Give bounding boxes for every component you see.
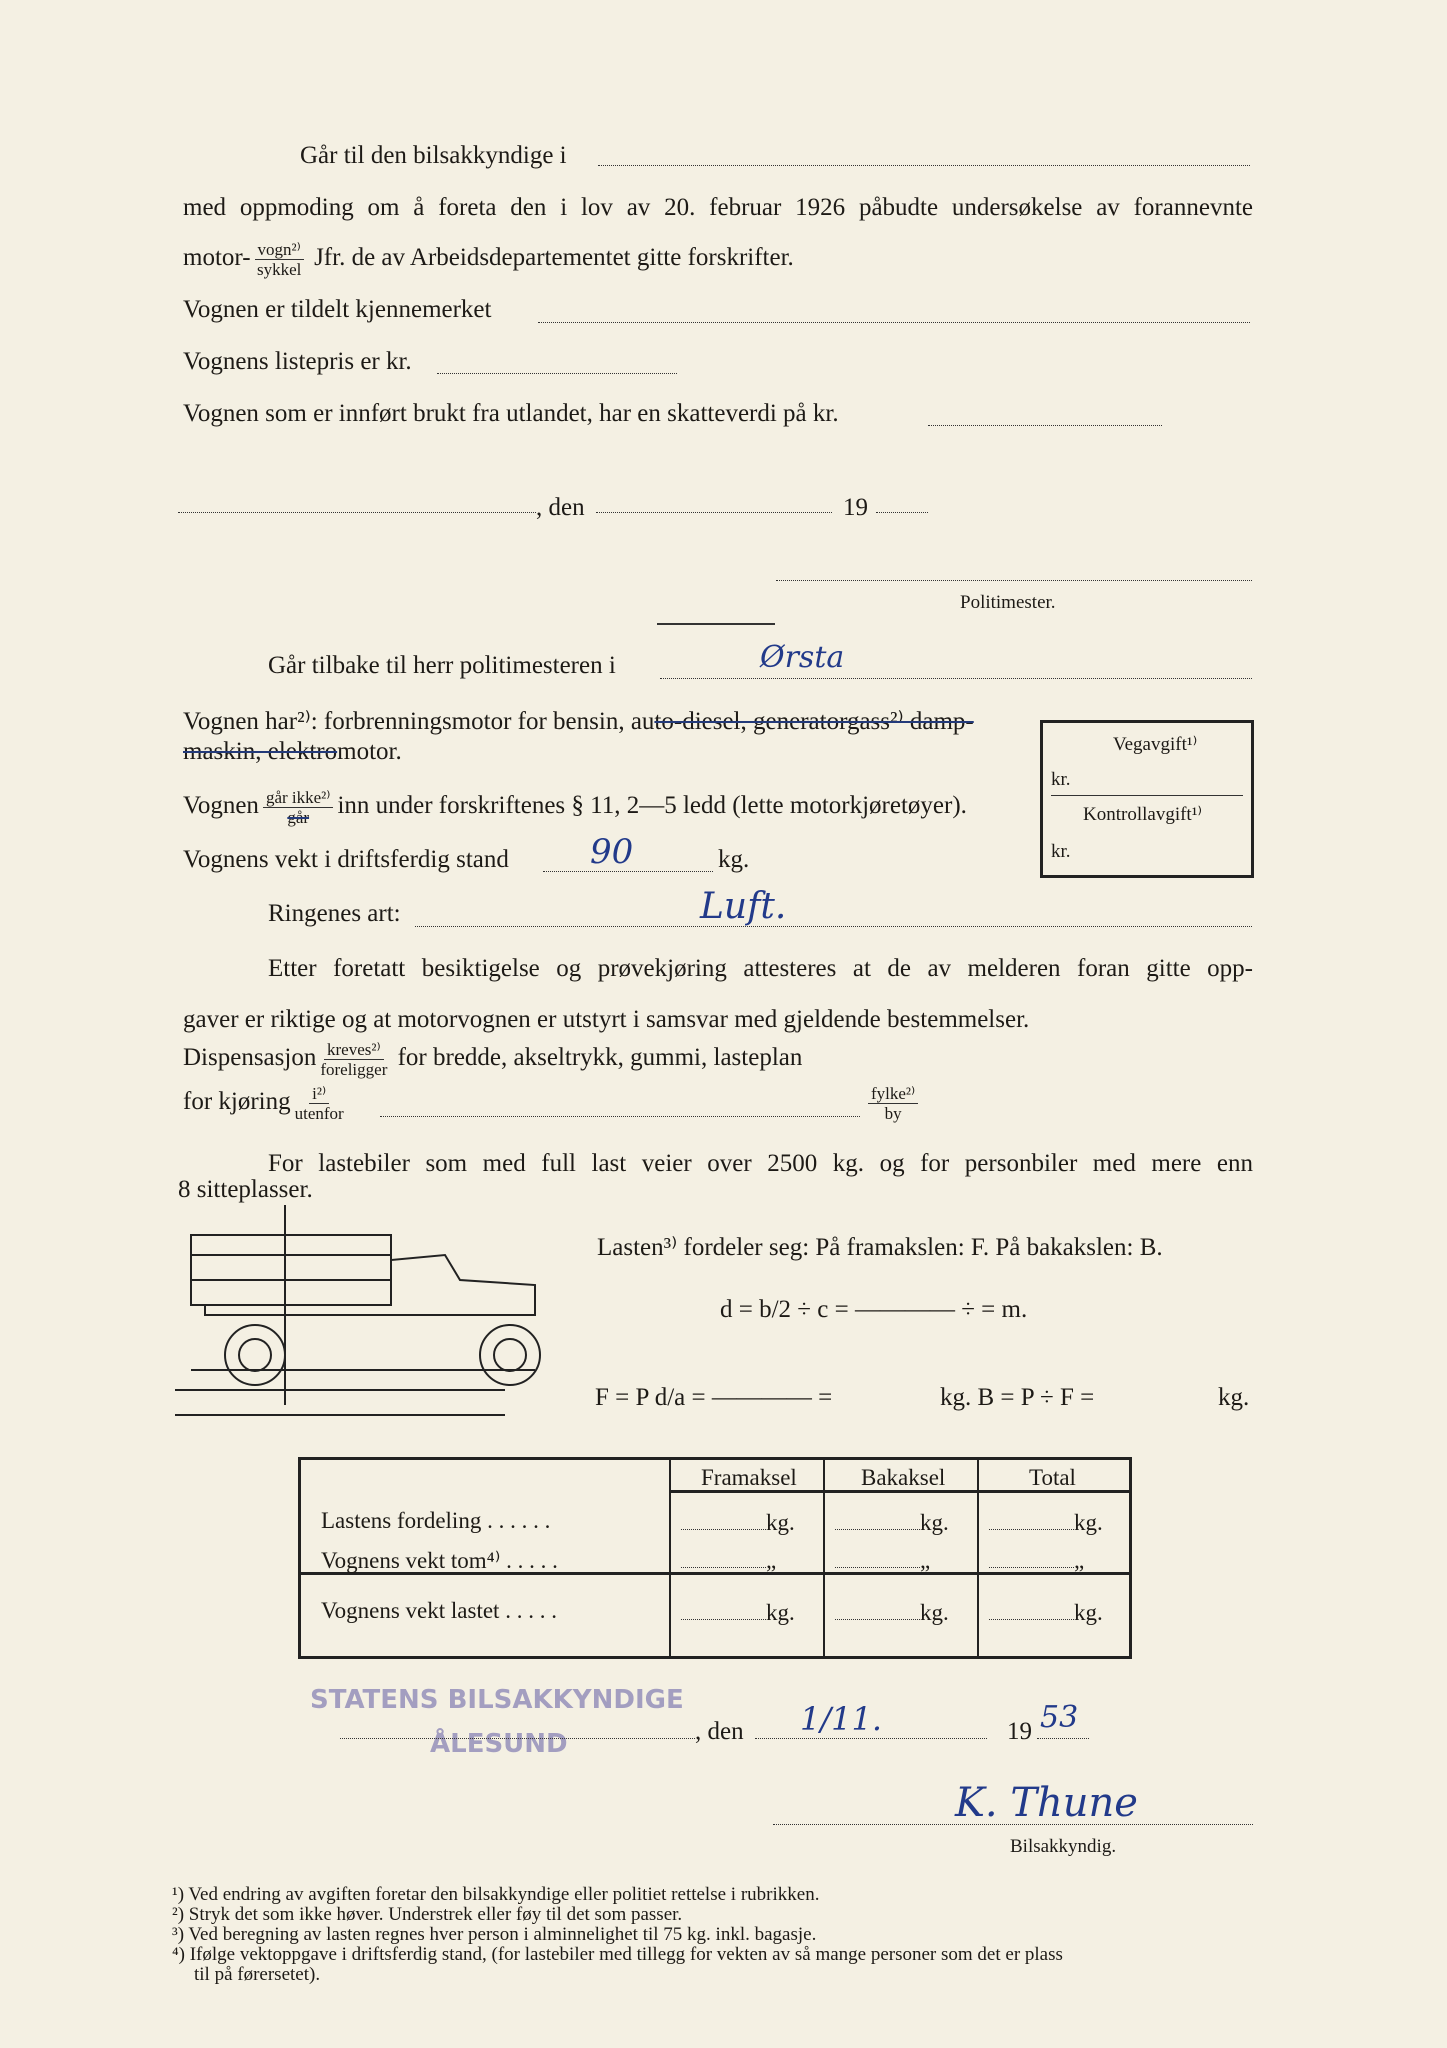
dispensation-text: for bredde, akseltrykk, gummi, lasteplan [397,1044,803,1072]
tyres-label: Ringenes art: [268,900,401,927]
footnotes [172,1885,1252,1985]
handwritten-year: 53 [1040,1700,1079,1735]
kr-label: kr. [1051,769,1071,790]
frac-num: vogn²⁾ [255,240,304,260]
unit: kg. [1074,1510,1103,1535]
registration-field[interactable] [538,322,1250,323]
cell-field[interactable] [989,1528,1074,1530]
formula-f: F = P d/a = ———— = [595,1384,833,1411]
signature-field[interactable] [773,1824,1253,1825]
cell-field[interactable] [835,1618,920,1620]
return-label: Går tilbake til herr politimesteren i [268,652,616,679]
kg-label: kg. [1218,1384,1250,1411]
unit: kg. [920,1510,949,1535]
frac-num: går ikke²⁾ [263,788,334,808]
request-text: med oppmoding om å foreta den i lov av 20. februar 1926 påbudte undersøkelse av forannevnte [183,194,1253,221]
header-framaksel: Framaksel [701,1465,797,1490]
gar-fraction [263,788,334,827]
driving-label: for kjøring [183,1088,291,1116]
politimester-label: Politimester. [960,592,1056,613]
handwritten-place: Ørsta [760,640,845,675]
fee-box [1040,720,1254,878]
light-vehicle-text: inn under forskriftenes § 11, 2—5 ledd (lette motorkjøretøyer). [337,792,967,820]
list-price-field[interactable] [437,373,677,374]
inspector-field[interactable] [598,165,1250,166]
tyres-field[interactable] [415,926,1252,927]
sent-to-label: Går til den bilsakkyndige i [300,142,567,169]
list-price-label: Vognens listepris er kr. [183,348,412,375]
kr-label: kr. [1051,841,1071,862]
unit: kg. [766,1510,795,1535]
year-label: 19 [1007,1718,1032,1745]
weight-label: Vognens vekt i driftsferdig stand [183,846,509,873]
registration-label: Vognen er tildelt kjennemerket [183,296,492,323]
year-label: 19 [843,494,868,521]
handwritten-tyres: Luft. [700,886,787,927]
box-divider [1051,795,1243,796]
handwritten-date: 1/11. [800,1700,883,1738]
import-value-label: Vognen som er innført brukt fra utlandet, har en skatteverdi på kr. [183,400,839,427]
road-fee-label: Vegavgift¹⁾ [1113,734,1198,755]
frac-den: sykkel [256,260,302,279]
year-field[interactable] [876,512,928,513]
footnote: ³) Ved beregning av lasten regnes hver person i alminnelighet til 75 kg. inkl. bagasje. [172,1924,817,1945]
cell-field[interactable] [989,1566,1074,1568]
unit: kg. [766,1600,795,1625]
footnote: ⁴) Ifølge vektoppgave i driftsferdig stand, (for lastebiler med tillegg for vekten av så mange personer som det er plass [172,1944,1063,1965]
inspector-label: Bilsakkyndig. [1010,1836,1117,1857]
motor-prefix: motor- [183,244,251,272]
cell-field[interactable] [681,1528,766,1530]
formula-b: kg. B = P ÷ F = [940,1384,1095,1411]
truck-rule-text: For lastebiler som med full last veier over 2500 kg. og for personbiler med mere enn [268,1150,1253,1177]
struck-engine-text: to-diesel, generatorgass²⁾ damp- [654,708,974,735]
cell-field[interactable] [835,1528,920,1530]
unit: kg. [920,1600,949,1625]
return-place-field[interactable] [660,678,1252,679]
frac-den: går [287,808,310,827]
frac-num: i²⁾ [309,1084,329,1104]
place-field[interactable] [178,512,536,513]
date-field[interactable] [596,512,832,513]
bottom-place-field[interactable] [340,1738,695,1739]
stamp-line: ÅLESUND [430,1729,568,1759]
truck-rule-text-2: 8 sitteplasser. [178,1176,313,1203]
cell-field[interactable] [835,1566,920,1568]
frac-den: utenfor [294,1104,344,1123]
den-label: , den [536,494,585,521]
region-field[interactable] [380,1116,860,1117]
unit: „ [766,1548,777,1573]
unit: „ [920,1548,931,1573]
frac-den: by [884,1104,902,1123]
unit: kg. [1074,1600,1103,1625]
cell-field[interactable] [681,1618,766,1620]
load-table [298,1457,1132,1659]
cell-field[interactable] [681,1566,766,1568]
row-label: Lastens fordeling . . . . . . [321,1508,551,1533]
frac-num: fylke²⁾ [868,1084,918,1104]
frac-den: foreligger [320,1060,388,1079]
vognen-label: Vognen [183,792,259,820]
footnote: ¹) Ved endring av avgiften foretar den bilsakkyndige eller politiet rettelse i rubrikken. [172,1884,820,1905]
engine-text: Vognen har²⁾: forbrenningsmotor for bensin, au [183,708,655,735]
bottom-year-field[interactable] [1037,1738,1089,1739]
motor-text: motor. [337,738,402,765]
signature: K. Thune [955,1780,1138,1826]
attest-text-2: gaver er riktige og at motorvognen er utstyrt i samsvar med gjeldende bestemmelser. [183,1006,1030,1033]
stamp-line: STATENS BILSAKKYNDIGE [310,1685,684,1715]
unit: „ [1074,1548,1085,1573]
kreves-fraction [320,1040,387,1079]
fylke-by-fraction [868,1084,918,1123]
kg-label: kg. [718,846,750,873]
header-bakaksel: Bakaksel [861,1465,946,1490]
formula-d: d = b/2 ÷ c = ———— ÷ = m. [720,1296,1028,1323]
control-fee-label: Kontrollavgift¹⁾ [1083,804,1203,825]
import-value-field[interactable] [928,425,1162,426]
i-utenfor-fraction [295,1084,344,1123]
dispensation-label: Dispensasjon [183,1044,317,1072]
truck-diagram-icon [175,1205,555,1445]
regulation-text: Jfr. de av Arbeidsdepartementet gitte forskrifter. [314,244,794,272]
load-distribution-text: Lasten³⁾ fordeler seg: På framakslen: F. På bakakslen: B. [597,1234,1163,1261]
row-label: Vognens vekt lastet . . . . . [321,1598,557,1623]
footnote: ²) Stryk det som ikke høver. Understrek eller føy til det som passer. [172,1904,683,1925]
den-label: , den [695,1718,744,1745]
row-label: Vognens vekt tom⁴⁾ . . . . . [321,1548,558,1573]
frac-num: kreves²⁾ [324,1040,384,1060]
official-stamp [310,1678,684,1766]
divider [657,623,775,625]
header-total: Total [1029,1465,1076,1490]
cell-field[interactable] [989,1618,1074,1620]
bottom-date-field[interactable] [755,1738,987,1739]
struck-text: maskin, elektro [183,738,338,765]
politimester-signature-field[interactable] [776,580,1252,581]
attest-text: Etter foretatt besiktigelse og prøvekjøring attesteres at de av melderen foran gitte opp- [268,955,1253,982]
vogn-sykkel-fraction [255,240,304,279]
handwritten-weight: 90 [590,832,634,872]
footnote: til på førersetet). [194,1964,321,1985]
